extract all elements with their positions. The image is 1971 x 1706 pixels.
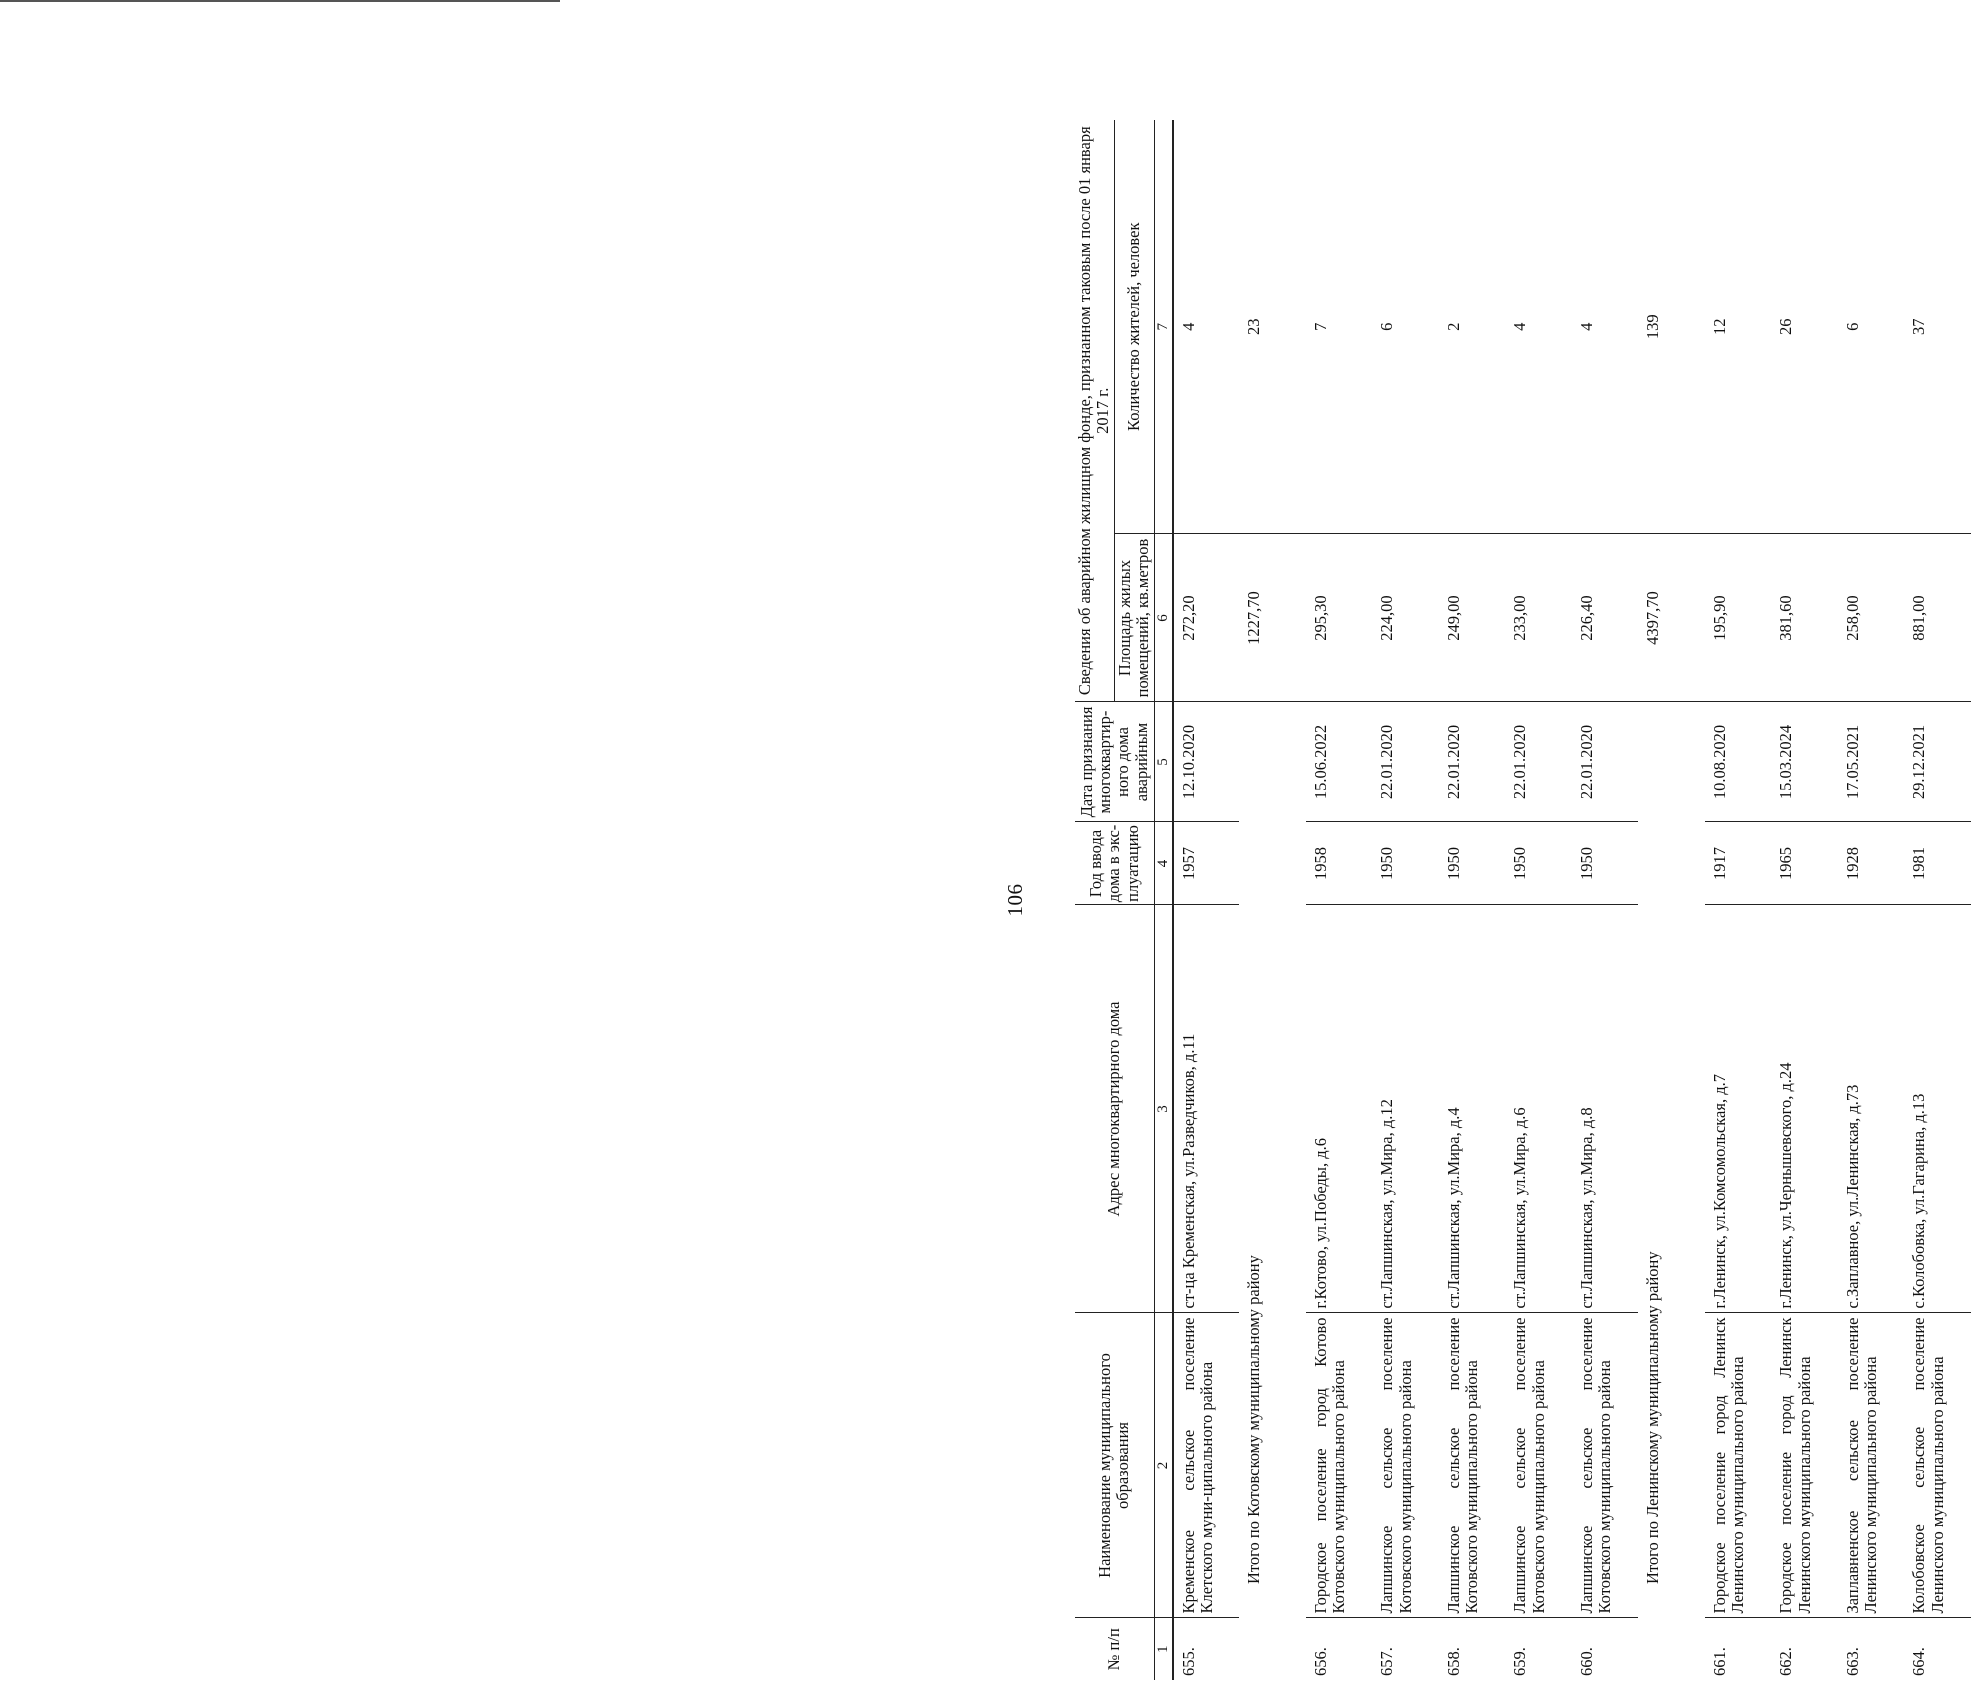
house-address: ст.Лапшинская, ул.Мира, д.4 [1439, 905, 1506, 1313]
row-number: 658. [1439, 1618, 1506, 1680]
table-row [1505, 120, 1572, 1680]
municipality-name: Кременское сельское поселение Клетского муни-ципального района [1173, 1313, 1240, 1618]
emergency-date: 15.06.2022 [1306, 702, 1373, 822]
page-number: 106 [1003, 883, 1027, 917]
total-area: 4397,70 [1638, 534, 1705, 702]
row-number: 656. [1306, 1618, 1373, 1680]
column-number: 1 [1154, 1618, 1172, 1680]
house-address: с.Заплавное, ул.Ленинская, д.73 [1838, 905, 1905, 1313]
emergency-date: 17.05.2021 [1838, 702, 1905, 822]
living-area: 226,40 [1572, 534, 1639, 702]
header-address: Адрес многоквартирного дома [1075, 905, 1154, 1313]
residents-count: 2 [1443, 322, 1463, 331]
residents-count: 4 [1178, 322, 1198, 331]
commission-year: 1950 [1505, 822, 1572, 905]
living-area: 233,00 [1505, 534, 1572, 702]
table-row [1173, 120, 1240, 1680]
residents-count: 4 [1510, 322, 1530, 331]
municipality-name: Лапшинское сельское поселение Котовского муниципального района [1439, 1313, 1506, 1618]
total-area: 1227,70 [1239, 534, 1306, 702]
row-number: 661. [1705, 1618, 1772, 1680]
table-row [1306, 120, 1373, 1680]
municipality-name: Городское поселение город Котово Котовского муниципального района [1306, 1313, 1373, 1618]
living-area: 224,00 [1372, 534, 1439, 702]
residents-count: 7 [1310, 322, 1330, 331]
row-number: 662. [1771, 1618, 1838, 1680]
commission-year: 1928 [1838, 822, 1905, 905]
living-area: 249,00 [1439, 534, 1506, 702]
house-address: г.Котово, ул.Победы, д.6 [1306, 905, 1373, 1313]
house-address: ст-ца Кременская, ул.Разведчиков, д.11 [1173, 905, 1240, 1313]
table-row [1838, 120, 1905, 1680]
living-area: 258,00 [1838, 534, 1905, 702]
header-residents: Количество жителей, человек [1114, 120, 1154, 534]
commission-year: 1958 [1306, 822, 1373, 905]
table-row [1572, 120, 1639, 1680]
municipality-name: Лапшинское сельское поселение Котовского муниципального района [1372, 1313, 1439, 1618]
commission-year: 1950 [1439, 822, 1506, 905]
house-address: с.Колобовка, ул.Гагарина, д.13 [1904, 905, 1971, 1313]
emergency-date: 15.03.2024 [1771, 702, 1838, 822]
commission-year: 1950 [1572, 822, 1639, 905]
total-label: Итого по Ленинскому муниципальному району [1638, 702, 1705, 1680]
residents-count: 26 [1776, 318, 1796, 335]
table-row [1904, 120, 1971, 1680]
total-row [1638, 120, 1705, 1680]
row-number: 657. [1372, 1618, 1439, 1680]
total-label: Итого по Котовскому муниципальному району [1239, 702, 1306, 1680]
table-row [1771, 120, 1838, 1680]
total-residents: 23 [1244, 318, 1264, 335]
house-address: ст.Лапшинская, ул.Мира, д.8 [1572, 905, 1639, 1313]
municipality-name: Лапшинское сельское поселение Котовского муниципального района [1505, 1313, 1572, 1618]
municipality-name: Колобовское сельское поселение Ленинского муниципального района [1904, 1313, 1971, 1618]
emergency-date: 12.10.2020 [1173, 702, 1240, 822]
residents-count: 6 [1842, 322, 1862, 331]
header-area: Площадь жилых помещений, кв.метров [1114, 534, 1154, 702]
house-address: ст.Лапшинская, ул.Мира, д.12 [1372, 905, 1439, 1313]
column-number: 3 [1154, 905, 1172, 1313]
row-number: 663. [1838, 1618, 1905, 1680]
residents-count: 12 [1709, 318, 1729, 335]
row-number: 659. [1505, 1618, 1572, 1680]
commission-year: 1950 [1372, 822, 1439, 905]
column-number: 2 [1154, 1313, 1172, 1618]
column-number: 4 [1154, 822, 1172, 905]
commission-year: 1981 [1904, 822, 1971, 905]
commission-year: 1917 [1705, 822, 1772, 905]
house-address: г.Ленинск, ул.Комсомольская, д.7 [1705, 905, 1772, 1313]
header-num: № п/п [1075, 1618, 1154, 1680]
living-area: 381,60 [1771, 534, 1838, 702]
total-residents: 139 [1643, 314, 1663, 340]
header-municipality: Наименование муниципального образования [1075, 1313, 1154, 1618]
column-numbers-row [1154, 120, 1172, 1680]
emergency-date: 22.01.2020 [1572, 702, 1639, 822]
municipality-name: Заплавненское сельское поселение Ленинского муниципального района [1838, 1313, 1905, 1618]
column-number: 7 [1154, 120, 1172, 534]
column-number: 6 [1154, 534, 1172, 702]
residents-count: 6 [1377, 322, 1397, 331]
municipality-name: Лапшинское сельское поселение Котовского муниципального района [1572, 1313, 1639, 1618]
emergency-date: 22.01.2020 [1439, 702, 1506, 822]
emergency-date: 10.08.2020 [1705, 702, 1772, 822]
commission-year: 1965 [1771, 822, 1838, 905]
header-year: Год ввода дома в экс-плуатацию [1075, 822, 1154, 905]
row-number: 655. [1173, 1618, 1240, 1680]
living-area: 295,30 [1306, 534, 1373, 702]
header-group: Сведения об аварийном жилищном фонде, признанном таковым после 01 января 2017 г. [1075, 126, 1113, 696]
residents-count: 4 [1576, 322, 1596, 331]
emergency-date: 29.12.2021 [1904, 702, 1971, 822]
municipality-name: Городское поселение город Ленинск Ленинского муниципального района [1771, 1313, 1838, 1618]
municipality-name: Городское поселение город Ленинск Ленинского муниципального района [1705, 1313, 1772, 1618]
column-number: 5 [1154, 702, 1172, 822]
table-row [1705, 120, 1772, 1680]
table-row [1372, 120, 1439, 1680]
living-area: 195,90 [1705, 534, 1772, 702]
living-area: 881,00 [1904, 534, 1971, 702]
commission-year: 1957 [1173, 822, 1240, 905]
residents-count: 37 [1909, 318, 1929, 335]
row-number: 664. [1904, 1618, 1971, 1680]
header-date: Дата признания многоквартир-ного дома аварийным [1075, 702, 1154, 822]
table-row [1439, 120, 1506, 1680]
emergency-date: 22.01.2020 [1372, 702, 1439, 822]
emergency-date: 22.01.2020 [1505, 702, 1572, 822]
row-number: 660. [1572, 1618, 1639, 1680]
living-area: 272,20 [1173, 534, 1240, 702]
scan-edge-line [0, 0, 560, 2]
house-address: г.Ленинск, ул.Чернышевского, д.24 [1771, 905, 1838, 1313]
house-address: ст.Лапшинская, ул.Мира, д.6 [1505, 905, 1572, 1313]
total-row [1239, 120, 1306, 1680]
rotated-sheet [1000, 120, 1947, 1680]
emergency-housing-table [1075, 120, 1971, 1680]
